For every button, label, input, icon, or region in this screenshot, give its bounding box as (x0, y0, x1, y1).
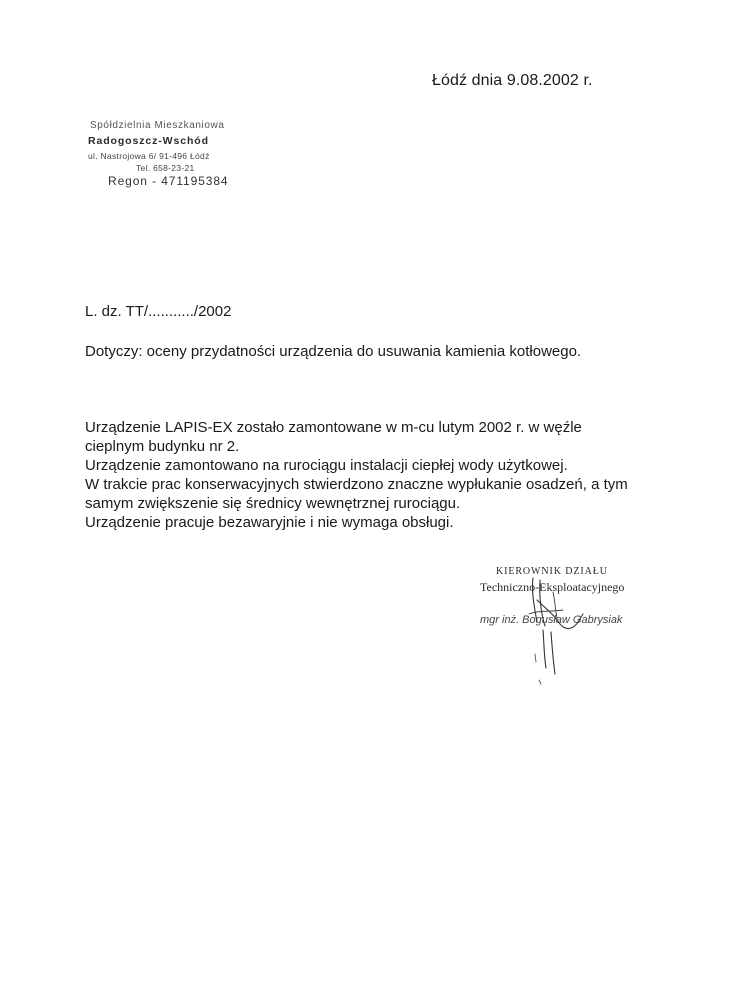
body-paragraph: W trakcie prac konserwacyjnych stwierdzono znaczne wypłukanie osadzeń, a tym samym zwiększenie się średnicy wewnętrznej rurociągu. (85, 476, 628, 512)
body-paragraph: Urządzenie zamontowano na rurociągu instalacji ciepłej wody użytkowej. (85, 457, 568, 474)
signature-department: Techniczno-Eksploatacyjnego (480, 580, 625, 594)
letter-subject: Dotyczy: oceny przydatności urządzenia do usuwania kamienia kotłowego. (85, 343, 582, 360)
stamp-line-name: Radogoszcz-Wschód (88, 135, 209, 147)
reference-number: L. dz. TT/.........../2002 (85, 303, 232, 320)
stamp-line-cooperative: Spółdzielnia Mieszkaniowa (90, 120, 225, 131)
signature-title: KIEROWNIK DZIAŁU (496, 566, 608, 577)
handwritten-signature (505, 570, 615, 690)
stamp-line-address: ul. Nastrojowa 6/ 91-496 Łódź (88, 151, 210, 161)
body-paragraph: Urządzenie pracuje bezawaryjnie i nie wymaga obsługi. (85, 514, 454, 531)
signature-name: mgr inż. Bogusław Gabrysiak (480, 614, 623, 626)
stamp-line-regon: Regon - 471195384 (108, 174, 229, 188)
letter-body (85, 418, 645, 532)
stamp-line-phone: Tel. 658-23-21 (136, 163, 195, 173)
body-paragraph: Urządzenie LAPIS-EX zostało zamontowane w m-cu lutym 2002 r. w węźle cieplnym budynku nr 2. (85, 419, 582, 455)
letter-date: Łódź dnia 9.08.2002 r. (432, 72, 593, 89)
